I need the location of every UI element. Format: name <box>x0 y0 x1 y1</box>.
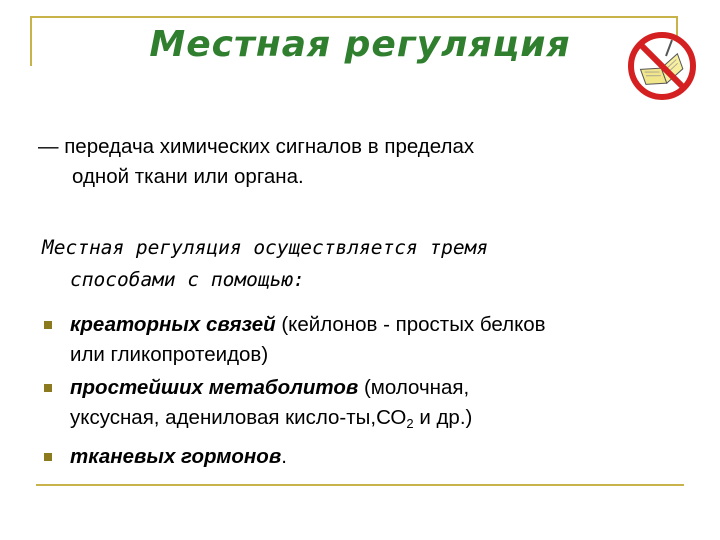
definition-line-2: одной ткани или органа. <box>72 165 304 188</box>
frame-bottom-line <box>36 484 684 486</box>
frame-top-line <box>30 16 678 18</box>
item-text-continued: или гликопротеидов) <box>70 343 269 366</box>
item-text: (кейлонов - простых белков <box>275 313 546 336</box>
definition-text <box>38 132 678 192</box>
item-term: тканевых гормонов <box>70 445 282 468</box>
item-text: (молочная, <box>358 376 470 399</box>
list-item <box>42 310 692 370</box>
item-term: креаторных связей <box>70 313 276 336</box>
definition-line-1: — передача химических сигналов в пределах <box>38 135 475 158</box>
slide-title: Местная регуляция <box>149 24 571 65</box>
item-text-part: уксусная, адениловая кисло-ты,СО <box>70 406 407 429</box>
intro-line-1: Местная регуляция осуществляется тремя <box>42 236 489 259</box>
item-text-part: и др.) <box>413 406 473 429</box>
square-bullet-icon <box>44 321 52 329</box>
no-books-icon <box>626 30 698 102</box>
intro-line-2: способами с помощью: <box>70 268 305 291</box>
item-text: . <box>281 445 287 468</box>
list-item <box>42 373 692 439</box>
co2-subscript: 2 <box>406 416 414 431</box>
methods-list <box>42 310 692 475</box>
square-bullet-icon <box>44 453 52 461</box>
square-bullet-icon <box>44 384 52 392</box>
list-item <box>42 442 692 472</box>
item-term: простейших метаболитов <box>70 376 359 399</box>
intro-text <box>42 232 682 296</box>
item-text-continued <box>70 403 692 439</box>
